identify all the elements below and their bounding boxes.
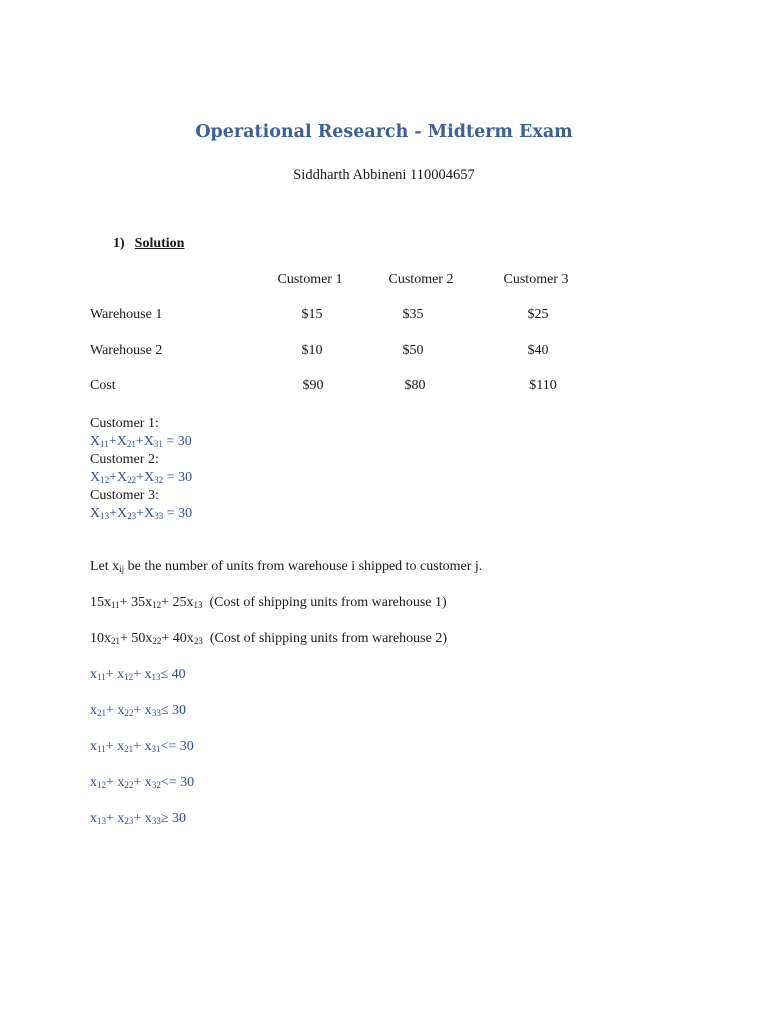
constraint: $x_{21}+ x_{22}+ x_{33}\le 30$ bbox=[90, 703, 186, 718]
table-cell: $25 bbox=[527, 307, 549, 322]
table-cell: $50 bbox=[402, 343, 424, 358]
constraint: $x_{11}+ x_{12}+ x_{13}\le 40$ bbox=[90, 667, 186, 682]
row-label: Warehouse 2 bbox=[90, 343, 163, 358]
section-number: 1) bbox=[113, 236, 125, 251]
cost-expression: $15x_{11}+ 35x_{12}+ 25x_{13}$ (Cost of shipping units from warehouse 1) bbox=[90, 595, 447, 610]
section-label: Solution bbox=[134, 236, 185, 251]
customer-label: Customer 1: bbox=[90, 416, 159, 431]
customer-label: Customer 2: bbox=[90, 452, 159, 467]
constraint: $x_{11}+ x_{21}+ x_{31}<= 30$ bbox=[90, 739, 194, 754]
table-cell: $40 bbox=[527, 343, 549, 358]
variable-definition: Let $x_{ij}$ be the number of units from warehouse i shipped to customer j. bbox=[90, 559, 483, 574]
constraint: $x_{13}+ x_{23}+ x_{33}\ge 30$ bbox=[90, 811, 186, 826]
constraint: $x_{12}+ x_{22}+ x_{32}<= 30$ bbox=[90, 775, 195, 790]
customer-label: Customer 3: bbox=[90, 488, 159, 503]
cost-expression: $10x_{21}+ 50x_{22}+ 40x_{23}$ (Cost of shipping units from warehouse 2) bbox=[90, 631, 448, 646]
table-header: Customer 1 bbox=[277, 272, 343, 287]
table-header: Customer 3 bbox=[503, 272, 569, 287]
table-cell: $90 bbox=[302, 378, 324, 393]
table-cell: $10 bbox=[301, 343, 323, 358]
customer-equation: $X_{12}+X_{22}+X_{32} = 30$ bbox=[90, 470, 193, 485]
customer-equation: $X_{13}+X_{23}+X_{33} = 30$ bbox=[90, 506, 193, 521]
document-title: Operational Research - Midterm Exam bbox=[195, 122, 573, 142]
table-cell: $110 bbox=[529, 378, 557, 393]
table-header: Customer 2 bbox=[388, 272, 454, 287]
author-line: Siddharth Abbineni 110004657 bbox=[293, 167, 475, 183]
row-label: Cost bbox=[90, 378, 116, 393]
table-cell: $15 bbox=[301, 307, 323, 322]
table-cell: $80 bbox=[404, 378, 426, 393]
customer-equation: $X_{11}+X_{21}+X_{31} = 30$ bbox=[90, 434, 192, 449]
row-label: Warehouse 1 bbox=[90, 307, 163, 322]
table-cell: $35 bbox=[402, 307, 424, 322]
section-heading bbox=[113, 236, 184, 252]
